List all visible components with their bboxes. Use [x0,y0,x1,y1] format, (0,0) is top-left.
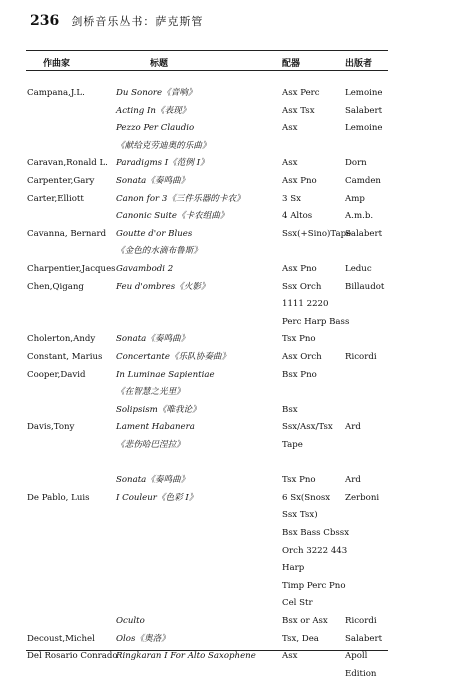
cell-publisher: Ard [345,475,361,486]
cell-title: I Couleur《色彩 I》 [116,492,198,503]
cell-composer: Decoust,Michel [27,633,95,644]
cell-composer: Cavanna, Bernard [27,228,107,239]
cell-scoring: 1111 2220 [282,299,329,310]
cell-scoring: Asx Pno [282,176,317,186]
cell-publisher: Lemoine [345,88,383,98]
cell-scoring: Asx Tsx [282,105,315,116]
cell-title: Canon for 3《三件乐器的卡农》 [116,193,245,204]
cell-publisher: Ricordi [345,616,377,626]
cell-title: Gavambodi 2 [116,264,174,274]
cell-publisher: Lemoine [345,123,383,134]
cell-scoring: Asx Pno [282,264,317,274]
cell-composer: Charpentier,Jacques [27,264,116,274]
cell-scoring: Bsx or Asx [282,616,328,626]
cell-title: 《在智慧之光里》 [116,387,185,398]
cell-title: Paradigms I《范例 I》 [116,158,209,169]
cell-publisher: Camden [345,176,381,186]
cell-title: Lament Habanera [116,422,195,433]
col-scoring: 配器 [282,59,301,69]
header-rule [26,70,388,71]
cell-scoring: Ssx/Asx/Tsx [282,422,333,433]
cell-composer: Del Rosario Conrado [27,651,118,662]
cell-scoring: Ssx Orch [282,281,322,292]
cell-title: In Luminae Sapientiae [116,369,215,380]
cell-title: Sonata《奏鸣曲》 [116,334,190,345]
cell-scoring: Bsx Bass Cbssx [282,528,350,538]
page-header [30,13,203,29]
cell-title: Feu d'ombres《火影》 [116,281,210,292]
cell-scoring: Asx [282,158,298,169]
cell-composer: Carpenter,Gary [27,176,95,186]
cell-title: Goutte d'or Blues [116,228,193,239]
cell-composer: Caravan,Ronald L. [27,158,108,169]
cell-scoring: Perc Harp Bass [282,316,350,327]
cell-composer: Campana,J.L. [27,88,85,98]
cell-title: Pezzo Per Claudio [116,123,195,134]
cell-publisher: Salabert [345,105,383,116]
cell-scoring: Asx [282,123,298,134]
book-title: 剑桥音乐丛书：萨克斯管 [71,15,204,28]
cell-scoring: Tape [282,440,303,450]
cell-composer: Carter,Elliott [27,193,84,204]
cell-title: Sonata《奏鸣曲》 [116,176,190,186]
cell-publisher: Edition [345,668,377,679]
cell-scoring: Tsx Pno [282,475,316,486]
cell-scoring: Tsx Pno [282,334,316,345]
col-publisher: 出版者 [345,59,373,69]
cell-publisher: Salabert [345,633,383,644]
cell-title: Sonata《奏鸣曲》 [116,475,190,486]
cell-title: Canonic Suite《卡农组曲》 [116,211,229,222]
col-title: 标题 [150,59,169,69]
cell-scoring: Asx [282,651,298,662]
page-number: 236 [30,13,60,29]
cell-scoring: Cel Str [282,598,313,609]
cell-title: Concertante《乐队协奏曲》 [116,352,231,362]
cell-composer: Cholerton,Andy [27,334,96,345]
cell-scoring: 3 Sx [282,193,301,204]
cell-publisher: Amp [345,193,365,204]
cell-publisher: Apoll [345,651,368,662]
cell-scoring: Orch 3222 443 [282,545,348,556]
cell-composer: Cooper,David [27,369,86,380]
cell-publisher: Dorn [345,158,367,169]
cell-title: Solipsism《唯我论》 [116,404,201,415]
cell-title: 《金色的水滴布鲁斯》 [116,246,202,257]
cell-scoring: Harp [282,563,305,574]
cell-scoring: Timp Perc Pno [282,580,346,591]
cell-scoring: Tsx, Dea [282,633,319,644]
cell-title: Du Sonore《音响》 [116,88,197,98]
cell-publisher: Billaudot [345,281,385,292]
cell-publisher: Zerboni [345,492,380,503]
col-composer: 作曲家 [43,59,71,69]
cell-publisher: Ricordi [345,352,377,362]
cell-title: Ringkaran I For Alto Saxophene [116,651,256,662]
bottom-rule [26,650,388,651]
cell-title: Acting In《表现》 [116,105,191,116]
cell-title: 《悲伤哈巴涅拉》 [116,440,185,450]
cell-title: 《献给克劳迪奥的乐曲》 [116,140,211,151]
cell-title: Oculto [116,616,145,626]
cell-composer: Davis,Tony [27,422,75,433]
cell-scoring: 6 Sx(Snosx [282,492,331,503]
cell-composer: De Pablo, Luis [27,492,90,503]
cell-scoring: Bsx Pno [282,369,317,380]
cell-scoring: 4 Altos [282,211,313,222]
cell-scoring: Asx Orch [282,352,322,362]
cell-publisher: Salabert [345,228,383,239]
cell-scoring: Asx Perc [282,88,320,98]
cell-scoring: Bsx [282,404,298,415]
cell-publisher: Ard [345,422,361,433]
cell-composer: Constant, Marius [27,352,103,362]
top-rule [26,50,388,51]
cell-scoring: Ssx Tsx) [282,510,318,521]
cell-publisher: A.m.b. [345,211,374,222]
cell-publisher: Leduc [345,264,372,274]
cell-composer: Chen,Qigang [27,281,84,292]
cell-title: Olos《奥洛》 [116,633,170,644]
cell-scoring: Ssx(+Sino)Tape [282,228,352,239]
